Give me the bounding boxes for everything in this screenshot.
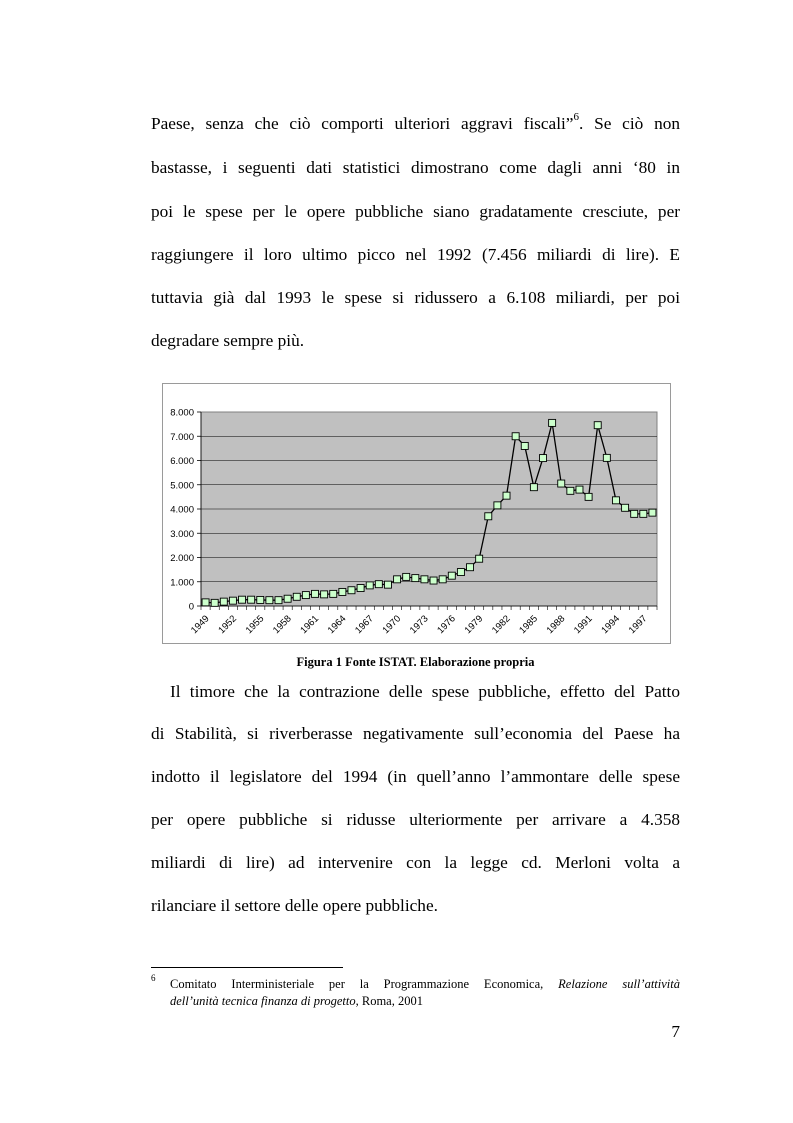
y-tick-label: 7.000 (170, 431, 194, 443)
data-point (512, 433, 519, 440)
x-tick-label: 1985 (517, 613, 541, 637)
data-point (284, 595, 291, 602)
footnote-ref: 6 (573, 111, 579, 124)
data-point (640, 510, 647, 517)
y-tick-label: 3.000 (170, 528, 194, 540)
footnote-line: dell’unità tecnica finanza di progetto, Roma, 2001 (170, 994, 423, 1008)
footnote-number: 6 (151, 973, 156, 983)
y-tick-label: 1.000 (170, 577, 194, 589)
data-point (266, 597, 273, 604)
data-point (476, 555, 483, 562)
data-point (585, 493, 592, 500)
data-point (239, 596, 246, 603)
data-point (457, 569, 464, 576)
data-point (375, 581, 382, 588)
data-point (603, 454, 610, 461)
figure-caption: Figura 1 Fonte ISTAT. Elaborazione propria (296, 655, 535, 669)
data-point (558, 480, 565, 487)
paragraph-2-line: Il timore che la contrazione delle spese pubbliche, effetto del Patto (170, 682, 680, 701)
data-point (366, 582, 373, 589)
y-tick-label: 8.000 (170, 407, 194, 419)
x-tick-label: 1973 (407, 613, 431, 637)
data-point (412, 575, 419, 582)
data-point (530, 484, 537, 491)
x-tick-label: 1997 (626, 613, 650, 637)
data-point (467, 564, 474, 571)
x-tick-label: 1961 (298, 613, 322, 637)
data-point (631, 510, 638, 517)
data-point (384, 581, 391, 588)
data-point (312, 590, 319, 597)
data-point (594, 422, 601, 429)
data-point (485, 513, 492, 520)
x-tick-label: 1988 (544, 613, 568, 637)
paragraph-1-line: tuttavia già dal 1993 le spese si ridussero a 6.108 miliardi, per poi (151, 288, 680, 307)
y-tick-label: 0 (188, 601, 194, 613)
x-tick-label: 1952 (216, 613, 240, 637)
data-point (293, 593, 300, 600)
x-tick-label: 1958 (271, 613, 294, 637)
data-point (321, 591, 328, 598)
data-point (448, 572, 455, 579)
data-point (257, 596, 264, 603)
data-point (403, 573, 410, 580)
x-tick-label: 1982 (489, 613, 513, 637)
page-number: 7 (671, 1022, 680, 1041)
data-point (248, 596, 255, 603)
x-tick-label: 1964 (325, 613, 349, 637)
x-tick-label: 1970 (380, 613, 404, 637)
x-tick-label: 1955 (243, 613, 267, 637)
paragraph-2-line: miliardi di lire) ad intervenire con la legge cd. Merloni volta a (151, 853, 680, 872)
line-chart (163, 384, 670, 643)
chart (162, 383, 671, 644)
data-point (439, 576, 446, 583)
x-tick-label: 1994 (599, 613, 623, 637)
y-tick-label: 6.000 (170, 456, 194, 467)
paragraph-1-line: bastasse, i seguenti dati statistici dimostrano come dagli anni ‘80 in (151, 158, 680, 177)
data-point (211, 599, 218, 606)
x-tick-label: 1979 (462, 613, 486, 637)
data-point (503, 492, 510, 499)
paragraph-2-line: di Stabilità, si riverberasse negativamente sull’economia del Paese ha (151, 724, 680, 743)
footnote-line: Comitato Interministeriale per la Programmazione Economica, Relazione sull’attività (170, 977, 680, 991)
data-point (302, 592, 309, 599)
paragraph-1-line: poi le spese per le opere pubbliche siano gradatamente cresciute, per (151, 202, 680, 221)
data-point (275, 597, 282, 604)
data-point (357, 585, 364, 592)
data-point (421, 576, 428, 583)
data-point (202, 599, 209, 606)
data-point (348, 587, 355, 594)
data-point (576, 486, 583, 493)
x-tick-label: 1991 (571, 613, 595, 637)
data-point (394, 576, 401, 583)
paragraph-2-line: per opere pubbliche si ridusse ulteriormente per arrivare a 4.358 (151, 810, 680, 829)
y-tick-label: 5.000 (170, 480, 194, 492)
x-tick-label: 1949 (188, 613, 212, 637)
footnote-divider (151, 967, 343, 968)
data-point (540, 455, 547, 462)
data-point (622, 504, 629, 511)
paragraph-1-line: degradare sempre più. (151, 331, 305, 350)
paragraph-2-line: indotto il legislatore del 1994 (in quell’anno l’ammontare delle spese (151, 767, 680, 786)
paragraph-1-line: raggiungere il loro ultimo picco nel 1992 (7.456 miliardi di lire). E (151, 245, 680, 264)
data-point (339, 588, 346, 595)
paragraph-1-line: Paese, senza che ciò comporti ulteriori aggravi fiscali”$^6$. Se ciò non (151, 111, 680, 133)
x-tick-label: 1967 (353, 613, 376, 637)
paragraph-2-line: rilanciare il settore delle opere pubbliche. (151, 896, 438, 915)
data-point (567, 487, 574, 494)
data-point (649, 509, 656, 516)
data-point (229, 597, 236, 604)
data-point (220, 598, 227, 605)
data-point (330, 590, 337, 597)
data-point (494, 502, 501, 509)
y-tick-label: 4.000 (170, 504, 194, 516)
data-point (430, 577, 437, 584)
data-point (521, 442, 528, 449)
x-tick-label: 1976 (435, 613, 458, 637)
y-tick-label: 2.000 (170, 553, 194, 564)
data-point (549, 419, 556, 426)
data-point (612, 497, 619, 504)
